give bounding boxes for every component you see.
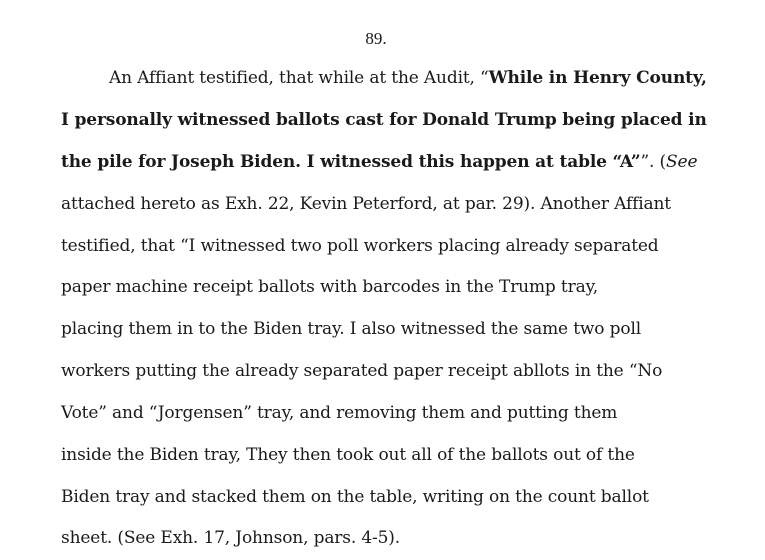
line-3-bold-text: the pile for Joseph Biden. I witnessed this happen at table “A”: [61, 152, 641, 172]
paragraph-line-4: attached hereto as Exh. 22, Kevin Peterford, at par. 29). Another Affiant: [61, 194, 671, 214]
paragraph-line-2: I personally witnessed ballots cast for Donald Trump being placed in: [61, 110, 707, 130]
paragraph-line-9: Vote” and “Jorgensen” tray, and removing them and putting them: [61, 403, 618, 423]
line-1-normal-text: An Affiant testified, that while at the Audit, “: [109, 68, 489, 88]
paragraph-line-1: [109, 67, 765, 89]
line-3-italic-text: See: [666, 152, 698, 172]
paragraph-line-7: placing them in to the Biden tray. I also witnessed the same two poll: [61, 319, 642, 339]
paragraph-line-10: inside the Biden tray, They then took out all of the ballots out of the: [61, 445, 635, 465]
paragraph-line-11: Biden tray and stacked them on the table, writing on the count ballot: [61, 487, 649, 507]
line-3-normal-text: ”. (: [640, 152, 667, 172]
paragraph-line-12: sheet. (See Exh. 17, Johnson, pars. 4-5).: [61, 528, 401, 548]
paragraph-line-8: workers putting the already separated paper receipt abllots in the “No: [61, 361, 663, 381]
paragraph-line-5: testified, that “I witnessed two poll workers placing already separated: [61, 236, 659, 256]
line-1-bold-text: While in Henry County,: [488, 68, 707, 88]
page-number: 89.: [365, 29, 387, 48]
paragraph-line-3: [61, 151, 741, 173]
paragraph-line-6: paper machine receipt ballots with barcodes in the Trump tray,: [61, 277, 599, 297]
